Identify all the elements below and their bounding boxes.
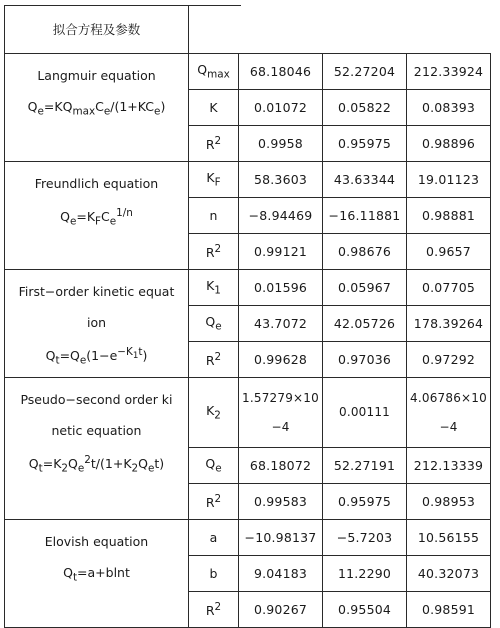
model-equation: $Q_e=K_FC_e^{1/n}$ <box>60 207 133 228</box>
param-symbol: $Q_{max}$ <box>189 54 239 90</box>
param-value: 11.2290 <box>323 556 407 592</box>
param-value: 4.06786×10 −4 <box>407 378 491 448</box>
param-value: 0.08393 <box>407 90 491 126</box>
param-value: 1.57279×10 −4 <box>239 378 323 448</box>
param-symbol: $Q_e$ <box>189 448 239 484</box>
header-empty-cell <box>407 6 491 54</box>
header-empty-cell <box>323 6 407 54</box>
model-name: First−order kinetic equat <box>18 284 175 299</box>
param-symbol: b <box>189 556 239 592</box>
param-value: 58.3603 <box>239 162 323 198</box>
param-value: 19.01123 <box>407 162 491 198</box>
model-equation: $Q_t=K_2Q_e^2t/(1+K_2Q_et)$ <box>28 454 165 475</box>
param-value: 0.07705 <box>407 270 491 306</box>
model-equation: $Q_t=a+blnt$ <box>63 565 130 584</box>
param-symbol: $K_1$ <box>189 270 239 306</box>
param-value: −16.11881 <box>323 198 407 234</box>
param-value: 212.13339 <box>407 448 491 484</box>
param-value: 0.95975 <box>323 484 407 520</box>
param-value: 0.9958 <box>239 126 323 162</box>
param-value: 40.32073 <box>407 556 491 592</box>
param-symbol: $K_2$ <box>189 378 239 448</box>
param-value: 0.97292 <box>407 342 491 378</box>
param-value: 0.00111 <box>323 378 407 448</box>
param-value: 0.90267 <box>239 592 323 628</box>
param-symbol: $R^2$ <box>189 484 239 520</box>
model-name: Elovish equation <box>44 534 149 549</box>
param-symbol: $R^2$ <box>189 234 239 270</box>
header-row <box>5 6 491 54</box>
parameter-table-sheet <box>4 5 494 619</box>
header-label: 拟合方程及参数 <box>52 22 141 37</box>
param-value: 0.95504 <box>323 592 407 628</box>
param-value: 0.99628 <box>239 342 323 378</box>
param-symbol: n <box>189 198 239 234</box>
model-name: Pseudo−second order ki <box>20 392 173 407</box>
param-row <box>5 270 491 306</box>
param-row <box>5 54 491 90</box>
header-empty-cell <box>239 6 323 54</box>
param-value: 52.27204 <box>323 54 407 90</box>
param-row <box>5 520 491 556</box>
model-name: ion <box>86 315 107 330</box>
param-value: 68.18072 <box>239 448 323 484</box>
param-value: −10.98137 <box>239 520 323 556</box>
header-empty-cell <box>189 6 239 54</box>
param-symbol: $K_F$ <box>189 162 239 198</box>
model-cell <box>5 270 189 378</box>
model-cell <box>5 162 189 270</box>
param-value: 9.04183 <box>239 556 323 592</box>
param-value: 0.99583 <box>239 484 323 520</box>
model-cell <box>5 520 189 628</box>
param-value: 10.56155 <box>407 520 491 556</box>
model-equation: $Q_t=Q_e(1-e^{-K_1t})$ <box>45 346 148 367</box>
param-symbol: a <box>189 520 239 556</box>
param-value: 0.97036 <box>323 342 407 378</box>
param-symbol: $R^2$ <box>189 342 239 378</box>
param-value: −8.94469 <box>239 198 323 234</box>
param-value: 0.98676 <box>323 234 407 270</box>
param-value: 43.63344 <box>323 162 407 198</box>
param-value: 0.9657 <box>407 234 491 270</box>
param-value: 212.33924 <box>407 54 491 90</box>
param-value: 0.98881 <box>407 198 491 234</box>
param-value: 0.05822 <box>323 90 407 126</box>
model-name: netic equation <box>51 423 142 438</box>
param-value: 42.05726 <box>323 306 407 342</box>
param-value: −5.7203 <box>323 520 407 556</box>
header-label-cell <box>5 6 189 54</box>
model-cell <box>5 54 189 162</box>
param-symbol: K <box>189 90 239 126</box>
model-equation: $Q_e=KQ_{max}C_e/(1+KC_e)$ <box>27 99 166 118</box>
param-value: 0.98896 <box>407 126 491 162</box>
top-border-line <box>4 5 241 6</box>
model-cell <box>5 378 189 520</box>
param-value: 0.95975 <box>323 126 407 162</box>
param-row <box>5 378 491 448</box>
param-value: 0.99121 <box>239 234 323 270</box>
model-name: Freundlich equation <box>34 176 159 191</box>
param-value: 0.01596 <box>239 270 323 306</box>
param-value: 52.27191 <box>323 448 407 484</box>
param-value: 178.39264 <box>407 306 491 342</box>
table-body <box>5 6 491 628</box>
model-name: Langmuir equation <box>37 68 156 83</box>
param-symbol: $R^2$ <box>189 126 239 162</box>
param-symbol: $Q_e$ <box>189 306 239 342</box>
param-value: 43.7072 <box>239 306 323 342</box>
param-symbol: $R^2$ <box>189 592 239 628</box>
param-value: 68.18046 <box>239 54 323 90</box>
param-value: 0.98953 <box>407 484 491 520</box>
fitting-parameters-table <box>4 5 491 628</box>
param-value: 0.98591 <box>407 592 491 628</box>
param-value: 0.01072 <box>239 90 323 126</box>
param-row <box>5 162 491 198</box>
param-value: 0.05967 <box>323 270 407 306</box>
